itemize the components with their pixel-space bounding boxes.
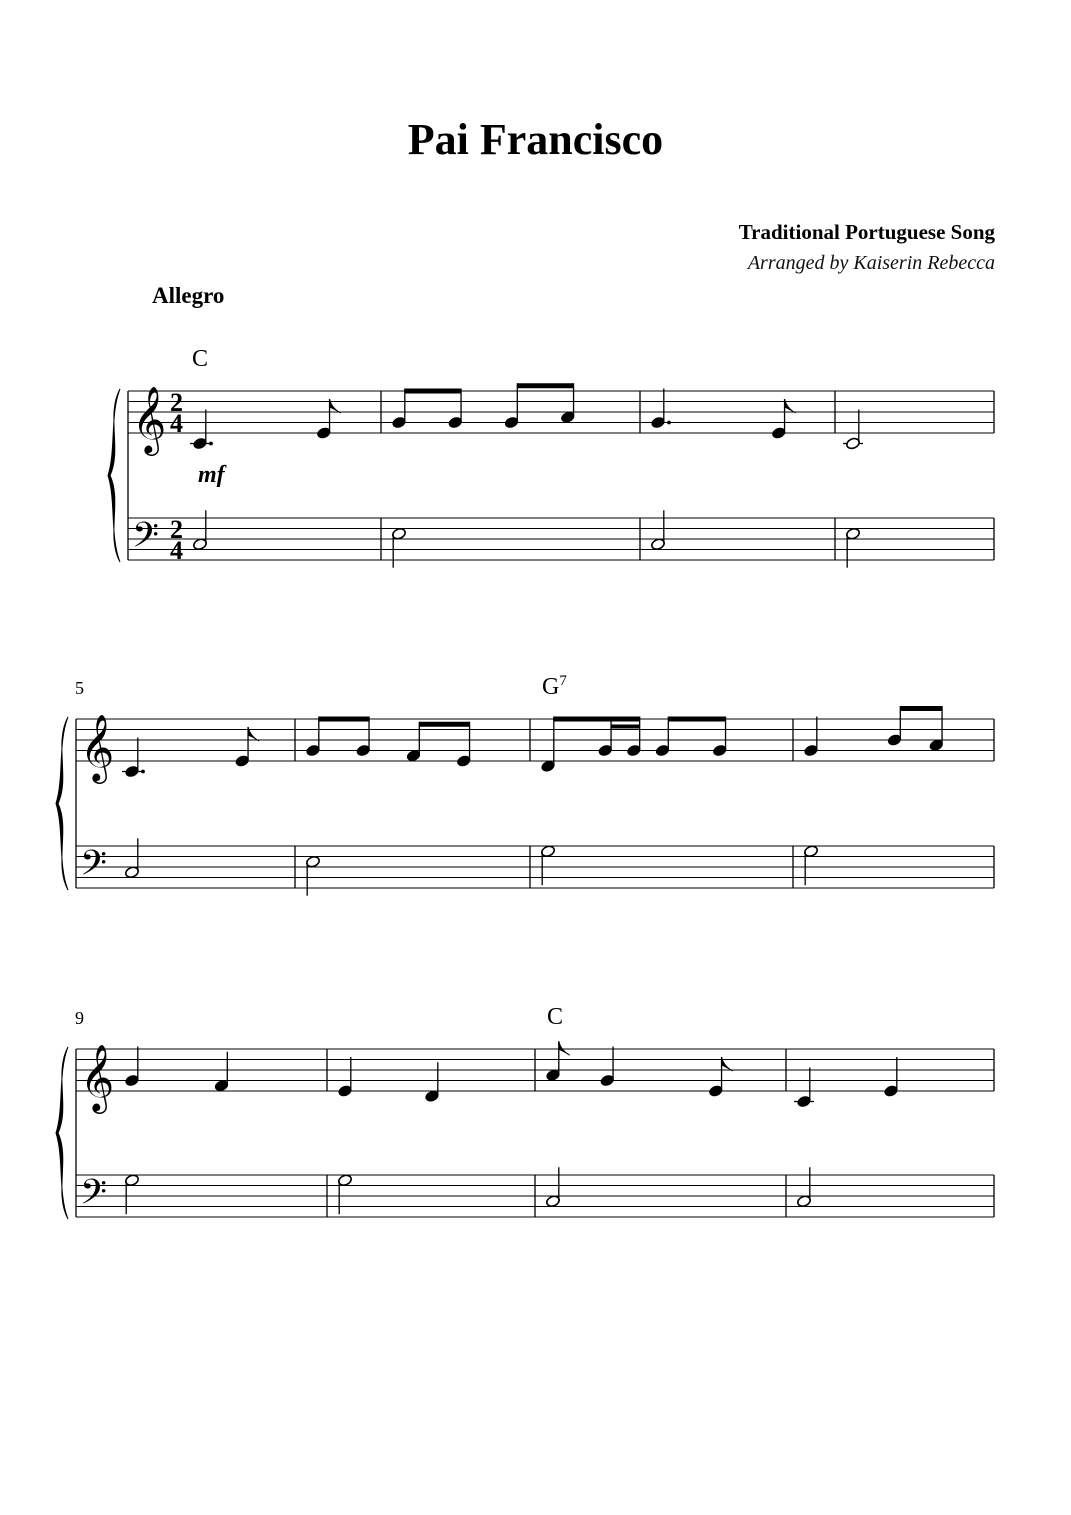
augmentation-dot [667,421,671,425]
chord-symbol [547,1004,563,1030]
eighth-note [771,399,795,440]
augmentation-dot [141,770,145,774]
bass-clef-icon: 𝄢 [80,845,108,892]
chord-root: C [547,1004,564,1030]
quarter-note [803,717,818,758]
half-note [391,527,406,568]
beam [900,706,942,711]
eighth-note [305,717,320,758]
beam [611,725,640,729]
half-note [545,1167,560,1208]
dynamic-marking: mf [198,462,225,488]
half-note [192,510,207,551]
brace [108,389,120,562]
eighth-note [560,383,575,424]
augmentation-dot [209,442,213,446]
time-signature-bottom: 4 [170,409,183,438]
beam [319,717,369,722]
half-note [650,510,665,551]
quarter-note [424,1062,439,1103]
half-note [540,845,555,886]
half-note [803,845,818,886]
eighth-note [504,389,519,430]
beam [668,717,725,722]
quarter-note [600,1047,615,1088]
chord-symbol [192,346,208,372]
quarter-note [214,1052,229,1093]
beam [517,383,573,388]
eighth-note [712,717,727,758]
eighth-note [540,732,555,773]
measure-number: 5 [75,678,84,698]
quarter-note [337,1057,352,1098]
eighth-note [626,717,641,758]
half-note [796,1167,811,1208]
page-title: Pai Francisco [407,115,664,164]
measure-number: 9 [75,1008,84,1028]
treble-clef-icon: 𝄞 [132,387,167,452]
quarter-note [794,1068,814,1109]
half-note [124,1174,139,1215]
time-signature-bottom: 4 [170,536,183,565]
eighth-note [929,711,944,752]
beam [419,722,469,727]
eighth-note [316,399,340,440]
eighth-note [235,727,259,768]
quarter-note [122,738,145,779]
chord-root: G [542,674,560,700]
chord-symbol [542,673,567,700]
composer-credit: Traditional Portuguese Song [738,220,995,244]
brace [56,717,68,890]
eighth-note [448,389,463,430]
time-signature-top: 2 [170,515,183,544]
brace [56,1047,68,1219]
eighth-note [356,717,371,758]
half-note [843,410,863,451]
arranger-credit: Arranged by Kaiserin Rebecca [747,252,995,274]
eighth-note [406,722,421,763]
eighth-note [887,706,902,747]
chord-root: C [192,346,209,372]
half-note [337,1174,352,1215]
quarter-note [124,1047,139,1088]
chord-extension: 7 [559,673,567,689]
half-note [124,838,139,879]
quarter-note [650,389,671,430]
eighth-note [598,717,613,758]
half-note [305,855,320,896]
half-note [845,527,860,568]
tempo-marking: Allegro [152,283,225,308]
treble-clef-icon: 𝄞 [80,715,115,780]
eighth-note [708,1057,732,1098]
quarter-note [883,1057,898,1098]
beam [405,389,461,394]
treble-clef-icon: 𝄞 [80,1045,115,1110]
eighth-note [545,1041,569,1082]
time-signature-top: 2 [170,388,183,417]
beam [554,717,640,722]
bass-clef-icon: 𝄢 [132,517,160,564]
bass-clef-icon: 𝄢 [80,1174,108,1221]
eighth-note [391,389,406,430]
quarter-note [190,410,213,451]
note-flag [559,1041,570,1055]
eighth-note [655,717,670,758]
eighth-note [456,727,471,768]
